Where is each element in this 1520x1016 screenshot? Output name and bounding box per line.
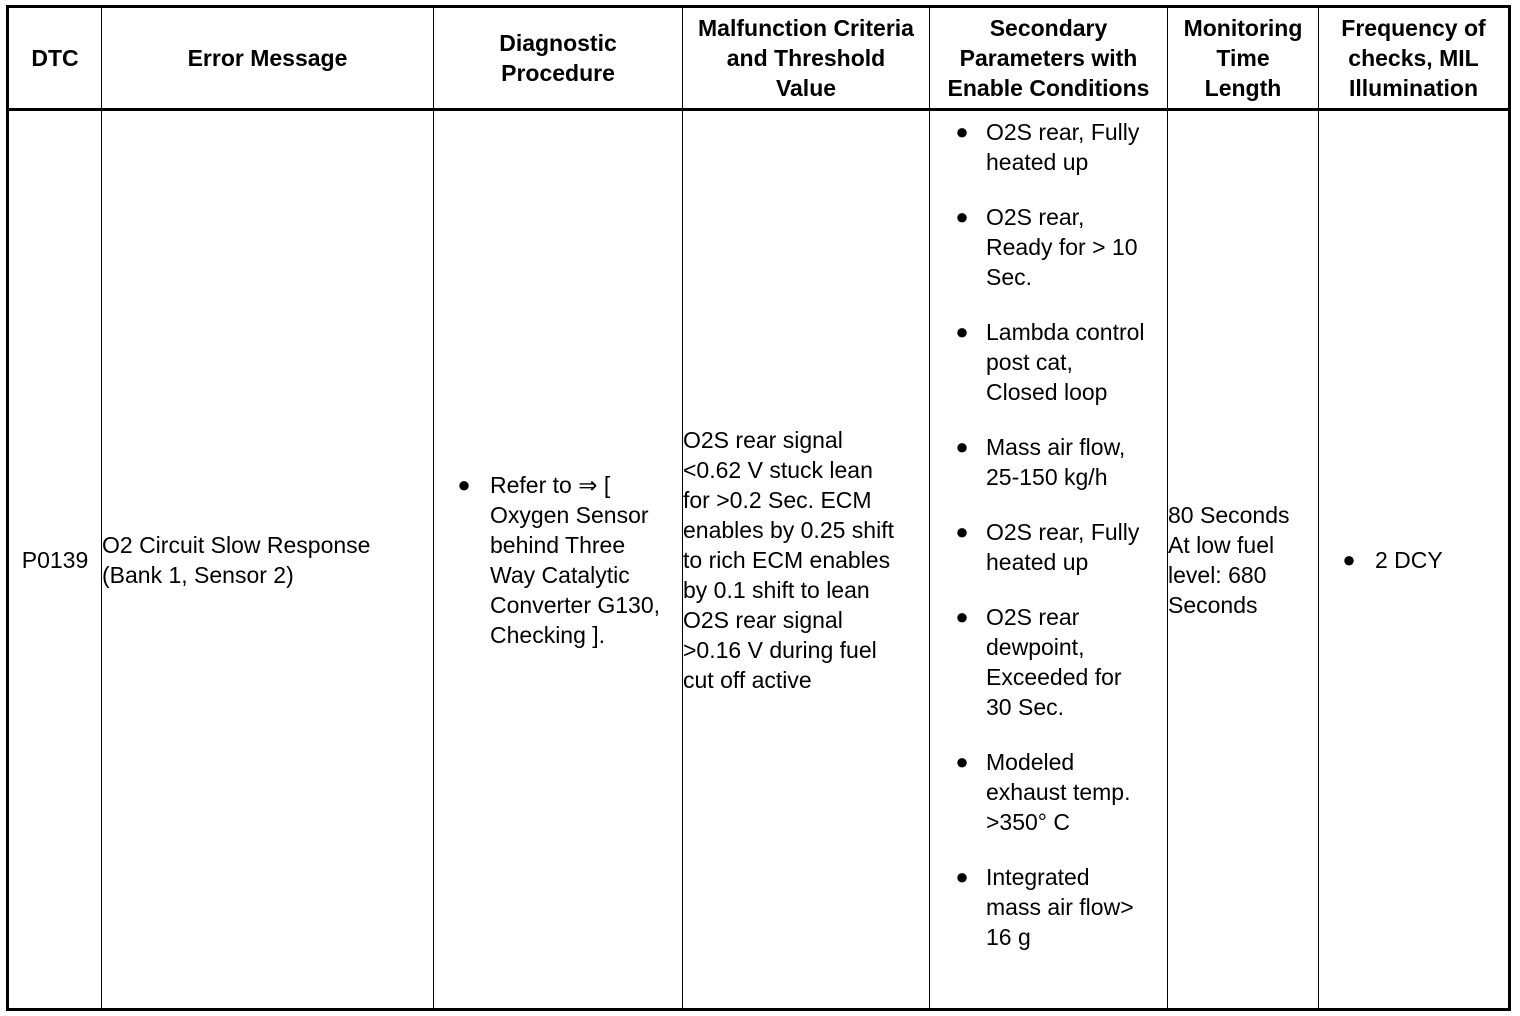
header-malfunction-criteria: Malfunction Criteria and Threshold Value (683, 7, 930, 110)
table-row (8, 110, 1510, 1010)
header-monitoring-time: Monitoring Time Length (1168, 7, 1319, 110)
error-message-cell: O2 Circuit Slow Response (Bank 1, Sensor 2) (102, 110, 434, 1010)
diagnostic-procedure-cell (434, 110, 683, 1010)
header-row (8, 7, 1510, 110)
list-item: ● O2S rear dewpoint, Exceeded for 30 Sec. (930, 602, 1167, 722)
frequency-list (1319, 545, 1508, 575)
frequency-value: 2 DCY (1375, 546, 1443, 573)
dtc-code: P0139 (21, 546, 89, 573)
header-diagnostic-procedure: Diagnostic Procedure (434, 7, 683, 110)
malfunction-criteria-cell: O2S rear signal <0.62 V stuck lean for >0.2 Sec. ECM enables by 0.25 shift to rich ECM enables by 0.1 shift to lean O2S rear signal >0.16 V during fuel cut off active (683, 110, 930, 1010)
bullet-icon: ● (955, 434, 969, 459)
bullet-icon: ● (955, 319, 969, 344)
dtc-table (6, 5, 1511, 1011)
secondary-parameters-cell (930, 110, 1168, 1010)
list-item: ● O2S rear, Fully heated up (930, 517, 1167, 577)
header-frequency: Frequency of checks, MIL Illumination (1319, 7, 1510, 110)
monitoring-time-cell: 80 Seconds At low fuel level: 680 Seconds (1168, 110, 1319, 1010)
header-error-message: Error Message (102, 7, 434, 110)
bullet-icon: ● (955, 749, 969, 774)
bullet-icon: ● (457, 471, 471, 497)
diagnostic-procedure-item: ● Refer to ⇒ [ Oxygen Sensor behind Three Way Catalytic Converter G130, Checking ]. (434, 470, 682, 650)
list-item: ● Mass air flow, 25-150 kg/h (930, 432, 1167, 492)
bullet-icon: ● (955, 519, 969, 544)
frequency-cell (1319, 110, 1510, 1010)
bullet-icon: ● (955, 864, 969, 889)
header-dtc: DTC (8, 7, 102, 110)
diagnostic-procedure-list (434, 470, 682, 650)
bullet-icon: ● (955, 604, 969, 629)
header-secondary-parameters: Secondary Parameters with Enable Conditions (930, 7, 1168, 110)
list-item: ● Integrated mass air flow> 16 g (930, 862, 1167, 952)
list-item: ● O2S rear, Fully heated up (930, 117, 1167, 177)
list-item: ● O2S rear, Ready for > 10 Sec. (930, 202, 1167, 292)
list-item (1319, 545, 1508, 575)
dtc-code-cell (8, 110, 102, 1010)
bullet-icon: ● (955, 119, 969, 144)
bullet-icon: ● (1342, 546, 1356, 572)
bullet-icon: ● (955, 204, 969, 229)
list-item: ● Modeled exhaust temp. >350° C (930, 747, 1167, 837)
list-item: ● Lambda control post cat, Closed loop (930, 317, 1167, 407)
secondary-parameters-list (930, 111, 1167, 952)
